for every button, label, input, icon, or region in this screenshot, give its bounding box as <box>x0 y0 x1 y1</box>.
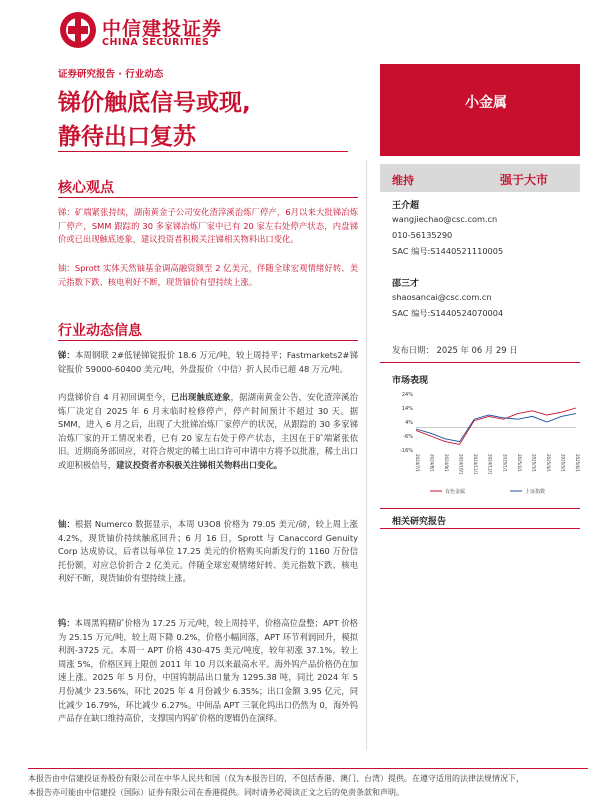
breadcrumb: 证券研究报告 · 行业动态 <box>58 69 164 80</box>
chart-x-tick: 2025/4/1 <box>545 454 551 472</box>
dynamics-divider <box>58 340 358 341</box>
core-view-heading: 核心观点 <box>58 180 114 196</box>
title-divider <box>58 151 348 152</box>
antimony-label: 锑： <box>58 350 75 360</box>
analyst-2-name: 邵三才 <box>392 279 420 289</box>
chart-x-tick: 2025/2/1 <box>516 454 522 472</box>
chart-x-tick: 2024/11/1 <box>473 454 479 475</box>
chart-y-tick: -6% <box>403 434 413 440</box>
analyst-1-sac: SAC 编号:S1440521110005 <box>392 246 504 256</box>
chart-x-tick: 2024/7/1 <box>415 454 420 472</box>
chart-series-line-0 <box>416 408 576 444</box>
related-heading: 相关研究报告 <box>392 517 447 527</box>
market-divider <box>380 508 580 509</box>
chart-x-tick: 2024/10/1 <box>458 454 464 475</box>
uranium-paragraph <box>58 518 358 586</box>
chart-x-tick: 2025/1/1 <box>502 454 508 472</box>
page-title-line2: 静待出口复苏 <box>58 124 196 150</box>
dynamics-heading: 行业动态信息 <box>58 323 142 339</box>
tungsten-label: 钨： <box>58 618 75 628</box>
chart-x-tick: 2024/9/1 <box>444 454 450 472</box>
antimony-text-b2: ，据湖南黄金公告，安化渣滓溪治炼厂决定自 2025 年 6 月末临时检修停产，停产时间预计不超过 30 天。据 SMM，进入 6 月之后，出现了大批锑冶炼厂家停产的状况，从跟踪的 30 多家锑冶炼厂家的开工情况来看，已有 20 家左右处于停产状态，主因在于矿端紧张依旧。近期商务部回应，对符合规定的稀土出口许可申请中方将予以批准，稀土出口或迎积极信号， <box>58 392 358 470</box>
analyst-1-phone: 010-56135290 <box>392 230 453 240</box>
antimony-highlight: 已出现触底迹象 <box>171 392 231 402</box>
chart-y-tick: 4% <box>405 420 413 426</box>
chart-x-tick: 2024/8/1 <box>429 454 435 472</box>
antimony-text-a: 本周钢联 2#低铋锑锭报价 18.6 万元/吨，较上周持平；Fastmarkets2#锑锭报价 59000-60400 美元/吨，外盘报价（中信）折人民币已超 48 万元/吨。 <box>58 350 358 374</box>
brand-name-en: CHINA SECURITIES <box>102 37 210 48</box>
publish-date: 发布日期： 2025 年 06 月 29 日 <box>392 345 518 355</box>
column-divider <box>366 160 367 750</box>
footer-divider <box>28 768 588 769</box>
brand-mark-icon <box>58 10 98 50</box>
chart-x-tick: 2025/3/1 <box>531 454 537 472</box>
chart-legend-label-1: 上证指数 <box>525 489 546 495</box>
brand-logo <box>58 10 228 50</box>
chart-legend-label-0: 有色金属 <box>445 489 466 495</box>
core-view-p2: 铀：Sprott 实体天然铀基金调高融资额至 2 亿美元，伴随全球宏观情绪好转、美元指数下跌、核电利好不断，现货铀价有望持续上涨。 <box>58 263 358 287</box>
analyst-2-email: shaosancai@csc.com.cn <box>392 292 492 302</box>
core-view-p1: 锑：矿端紧张持续，湖南黄金子公司安化渣滓溪治炼厂停产，6月以来大批锑冶炼厂停产，SMM 跟踪的 30 多家锑冶炼厂家中已有 20 家左右处停产状态，内盘锑价或已出现触底迹象，建议投资者积极关注锑相关物料出口变化。 <box>58 207 358 245</box>
rating-value: 强于大市 <box>500 173 549 187</box>
core-view-divider <box>58 197 358 198</box>
page-title-line1: 锑价触底信号或现, <box>58 90 251 116</box>
antimony-paragraph-b <box>58 391 358 473</box>
chart-y-tick: 24% <box>401 392 413 398</box>
chart-x-tick: 2024/12/1 <box>487 454 493 475</box>
chart-x-tick: 2025/5/1 <box>560 454 566 472</box>
related-divider <box>380 528 580 529</box>
tungsten-text: 本周黑钨精矿价格为 17.25 万元/吨，较上周持平，价格高位盘整；APT 价格为 25.15 万元/吨，较上周下降 0.2%，价格小幅回落，APT 环节利润回升，模拟利润-3725 元。本周一 APT 价格 430-475 美元/吨度，较年初涨 37.1%，较上周涨 5%，价格区间上限创 2011 年 10 月以来最高水平。海外钨产品价格仍在加速上涨。2025 年 5 月份，中国钨制品出口量为 1295.38 吨，同比 2024 年 5 月份减少 23.56%，环比 2025 年 4 月份减少 6.35%；出口金额 3.95 亿元，同比减少 16.79%，环比减少 6.27%。中间品 APT 三氧化钨出口仍然为 0，海外钨产品存在缺口维持高价，支撑国内钨矿价格的逻辑仍在演绎。 <box>58 618 358 724</box>
market-heading: 市场表现 <box>392 376 429 386</box>
footer-line1: 本报告由中信建投证券股份有限公司在中华人民共和国（仅为本报告目的，不包括香港、澳门、台湾）提供。在遵守适用的法律法规情况下， <box>28 774 524 783</box>
chart-y-tick: 14% <box>401 406 413 412</box>
footer-line2: 本报告亦可能由中信建投（国际）证券有限公司在香港提供。同时请务必阅读正文之后的免责条款和声明。 <box>28 788 404 797</box>
rating-action: 维持 <box>392 174 414 187</box>
uranium-text: 根据 Numerco 数据显示，本周 U3O8 价格为 79.05 美元/磅，较上周上涨 4.2%，现货铀价持续触底回升；6 月 16 日，Sprott 与 Canaccord Genuity Corp 达成协议，后者以每单位 17.25 美元的价格购买向新发行的 1160 万份信托份额，对应总价折合 2 亿美元。伴随全球宏观情绪好转、美元指数下跌、核电利好不断，现货铀价有望持续上涨。 <box>58 519 358 584</box>
analyst-1-email: wangjiechao@csc.com.cn <box>392 214 498 224</box>
uranium-label: 铀： <box>58 519 76 529</box>
analyst-2-sac: SAC 编号:S1440524070004 <box>392 308 504 318</box>
brand-name-cn: 中信建投证券 <box>102 18 223 40</box>
market-chart <box>390 390 580 500</box>
antimony-text-b1: 内盘锑价自 4 月初回调至今， <box>58 392 172 402</box>
antimony-highlight-2: 建议投资者亦积极关注锑相关物料出口变化。 <box>116 459 283 470</box>
chart-y-tick: -16% <box>400 448 413 454</box>
tungsten-paragraph <box>58 617 358 726</box>
footer-disclaimer <box>28 772 588 800</box>
antimony-paragraph-a <box>58 349 358 376</box>
chart-x-tick: 2025/6/1 <box>575 454 580 472</box>
sector-label: 小金属 <box>465 95 507 111</box>
analyst-1-name: 王介超 <box>392 201 420 211</box>
publish-divider <box>380 362 580 363</box>
